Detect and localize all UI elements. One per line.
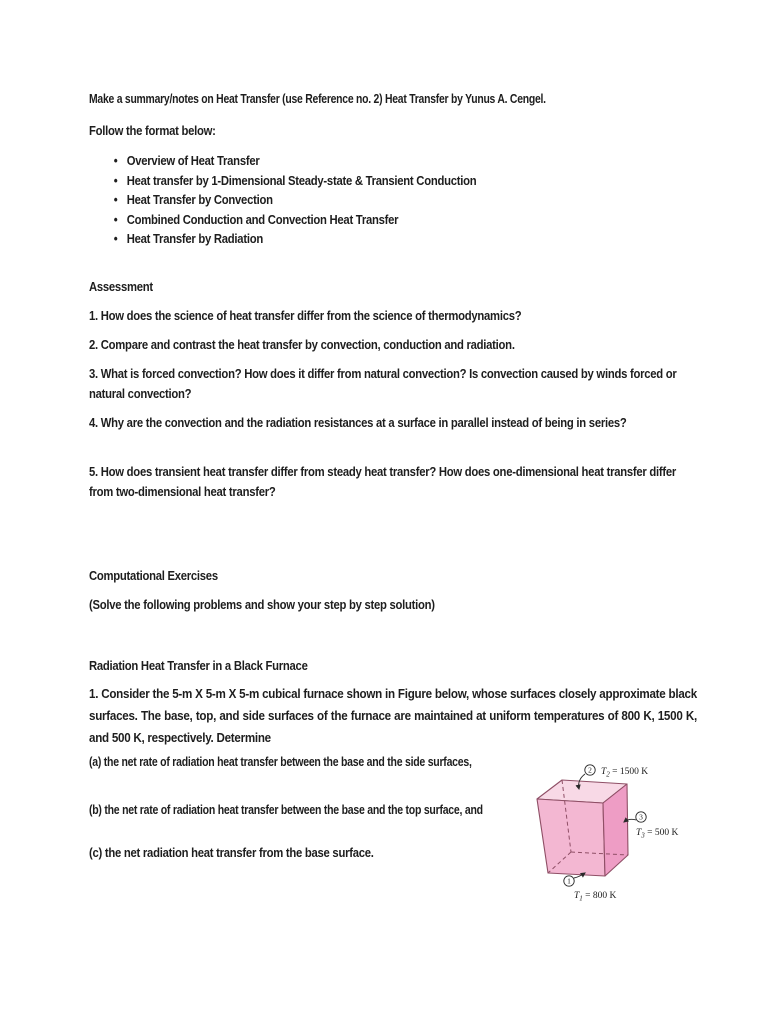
list-item-label: Overview of Heat Transfer: [126, 153, 260, 168]
computational-note: (Solve the following problems and show your step by step solution): [89, 597, 435, 612]
problem-part: (b) the net rate of radiation heat transfer between the base and the top surface, and: [89, 802, 483, 817]
furnace-cube-drawing: [533, 752, 768, 910]
list-item: [112, 171, 720, 191]
bullet-icon: •: [113, 211, 118, 227]
bullet-icon: •: [113, 172, 118, 188]
assessment-question: 2. Compare and contrast the heat transfer by convection, conduction and radiation.: [89, 337, 515, 352]
list-item: [112, 151, 720, 171]
bullet-icon: •: [113, 192, 118, 208]
list-item: [112, 229, 720, 249]
surface-2-temp: $T_2 = 1500$ K: [601, 767, 649, 779]
problem-heading: Radiation Heat Transfer in a Black Furnace: [89, 658, 308, 673]
surface-2-number: 2: [588, 765, 592, 775]
list-item-label: Heat Transfer by Radiation: [126, 231, 263, 247]
problem-part: (a) the net rate of radiation heat transfer between the base and the side surfaces,: [89, 754, 472, 769]
assessment-heading: Assessment: [89, 279, 153, 294]
assessment-question: 5. How does transient heat transfer differ from steady heat transfer? How does one-dimensional heat transfer differ from two-dimensional heat transfer?: [89, 464, 677, 499]
cube-front-face: [537, 799, 605, 876]
furnace-figure: [533, 752, 768, 910]
computational-heading: Computational Exercises: [89, 568, 218, 583]
bullet-icon: •: [113, 153, 118, 168]
list-item-label: Heat Transfer by Convection: [126, 192, 273, 208]
assessment-question: 1. How does the science of heat transfer differ from the science of thermodynamics?: [89, 308, 522, 323]
problem-statement: 1. Consider the 5-m X 5-m X 5-m cubical furnace shown in Figure below, whose surfaces closely approximate black surfaces. The base, top, and side surfaces of the furnace are maintained at uniform temperatures of 800 K, 1500 K, and 500 K, respectively. Determine: [89, 686, 697, 745]
surface-3-number: 3: [639, 812, 643, 822]
format-intro: Follow the format below:: [89, 123, 216, 138]
assessment-question: 3. What is forced convection? How does it differ from natural convection? Is convection caused by winds forced or natural convection?: [89, 366, 677, 401]
list-item-label: Combined Conduction and Convection Heat Transfer: [126, 211, 399, 227]
bullet-icon: •: [113, 231, 118, 247]
list-item-label: Heat transfer by 1-Dimensional Steady-state & Transient Conduction: [126, 172, 477, 188]
problem-part: (c) the net radiation heat transfer from the base surface.: [89, 845, 374, 860]
list-item: [112, 210, 720, 230]
list-item: [112, 190, 720, 210]
surface-3-temp: $T_3 = 500$ K: [636, 828, 679, 840]
surface-1-number: 1: [567, 876, 571, 886]
format-list: [112, 151, 720, 249]
assessment-question: 4. Why are the convection and the radiation resistances at a surface in parallel instead of being in series?: [89, 415, 627, 430]
assignment-title: Make a summary/notes on Heat Transfer (use Reference no. 2) Heat Transfer by Yunus A. Cengel.: [89, 91, 546, 106]
surface-1-temp: $T_1 = 800$ K: [574, 891, 617, 903]
